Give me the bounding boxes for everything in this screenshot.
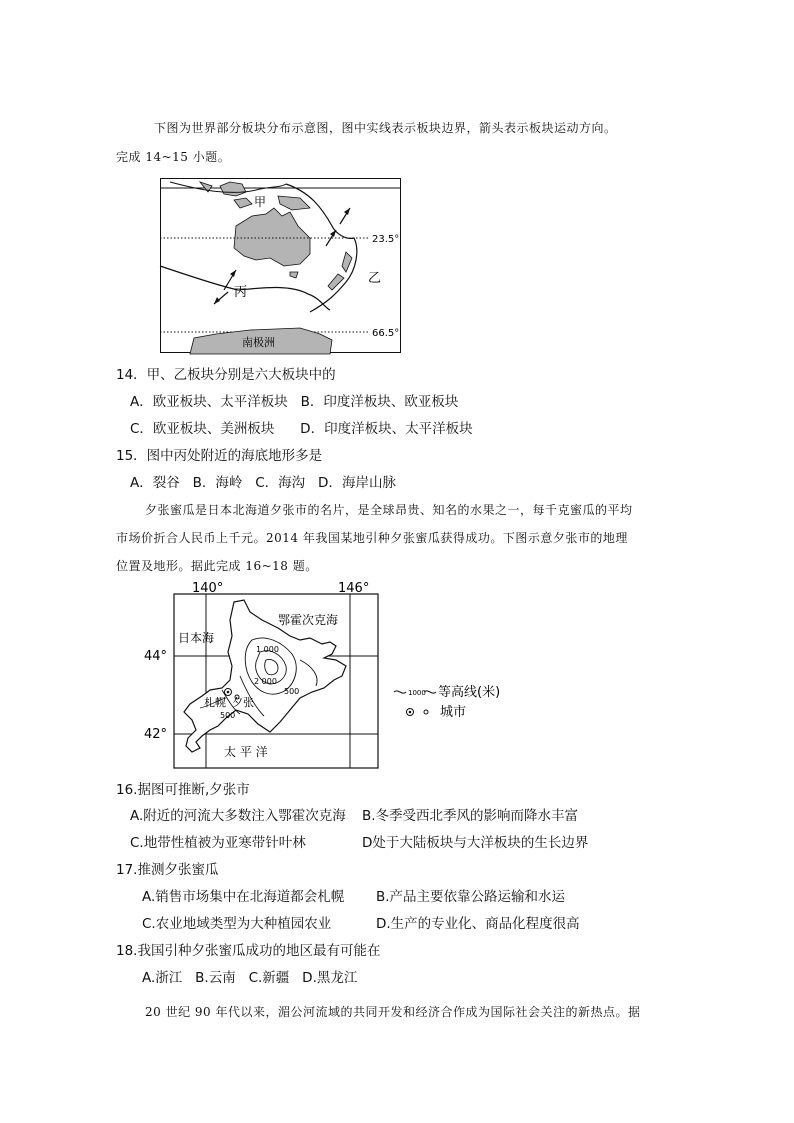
label-contour-500b: 500 [220,711,236,720]
label-sea-of-japan: 日本海 [178,631,215,645]
label-sapporo: 札幌 [204,696,226,709]
label-contour-1000: 1 000 [256,645,279,654]
q16-option-c: C.地带性植被为亚寒带针叶林 [130,835,306,851]
label-okhotsk: 鄂霍次克海 [278,613,339,627]
lat-42: 42° [144,727,168,742]
q17-stem: 17.推测夕张蜜瓜 [116,862,219,878]
q17-option-c: C.农业地域类型为大种植园农业 [142,916,332,932]
label-contour-500a: 500 [284,687,300,696]
q14-options-row-2: C．欧亚板块、美洲板块 D．印度洋板块、太平洋板块 [130,421,473,437]
q15-stem: 15．图中丙处附近的海底地形多是 [116,448,323,464]
q17-option-d: D.生产的专业化、商品化程度很高 [376,916,580,932]
label-yi: 乙 [368,271,382,286]
legend-contour-value: 1000 [408,689,426,697]
intro-3-line-1: 20 世纪 90 年代以来，湄公河流域的共同开发和经济合作成为国际社会关注的新热点。据 [145,1005,641,1019]
label-contour-2000: 2 000 [254,677,277,686]
q16-option-d: D处于大陆板块与大洋板块的生长边界 [362,835,589,851]
label-bing: 丙 [234,285,248,300]
q18-options: A.浙江 B.云南 C.新疆 D.黑龙江 [142,970,358,986]
q17-option-a: A.销售市场集中在北海道都会札幌 [142,889,345,905]
q16-option-a: A.附近的河流大多数注入鄂霍次克海 [130,808,346,824]
intro-2-line-1: 夕张蜜瓜是日本北海道夕张市的名片，是全球昂贵、知名的水果之一，每千克蜜瓜的平均 [145,503,633,517]
q15-options: A．裂谷 B．海岭 C．海沟 D．海岸山脉 [130,475,396,491]
label-yubari: 夕张 [232,696,254,709]
label-pacific: 太 平 洋 [224,745,268,759]
label-tropic: 23.5° [372,234,400,245]
q18-stem: 18.我国引种夕张蜜瓜成功的地区最有可能在 [116,943,381,959]
intro-1-line-1: 下图为世界部分板块分布示意图，图中实线表示板块边界，箭头表示板块运动方向。 [154,121,617,135]
q17-option-b: B.产品主要依靠公路运输和水运 [376,889,566,905]
q14-stem: 14．甲、乙板块分别是六大板块中的 [116,367,336,383]
q14-options-row-1: A．欧亚板块、太平洋板块 B．印度洋板块、欧亚板块 [130,394,459,410]
intro-2-line-3: 位置及地形。据此完成 16~18 题。 [116,559,318,573]
label-jia: 甲 [254,195,267,209]
intro-2-line-2: 市场价折合人民币上千元。2014 年我国某地引种夕张蜜瓜获得成功。下图示意夕张市的地理 [116,531,628,545]
label-antarctica: 南极洲 [242,336,275,349]
q16-stem: 16.据图可推断,夕张市 [116,782,250,798]
lat-44: 44° [144,649,168,664]
q16-option-b: B.冬季受西北季风的影响而降水丰富 [362,808,579,824]
hokkaido-map [140,580,540,770]
label-polar: 66.5° [372,328,400,339]
intro-1-line-2: 完成 14~15 小题。 [116,150,231,164]
legend-city-label: 城市 [440,705,467,720]
legend-contour-label: 等高线(米) [438,685,501,700]
lon-146: 146° [338,581,370,596]
lon-140: 140° [192,581,224,596]
plate-map [160,178,402,354]
